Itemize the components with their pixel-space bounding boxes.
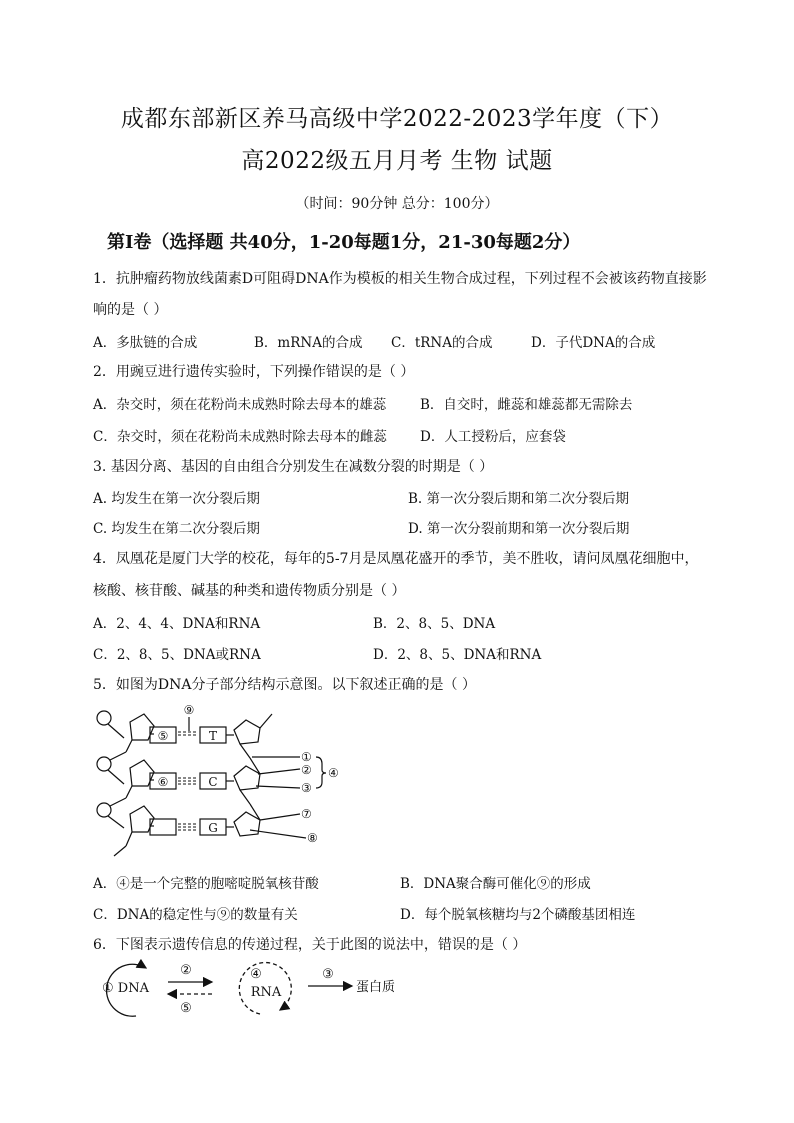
step-3-label: ③ (322, 967, 334, 982)
deoxyribose-pentagon (234, 720, 260, 744)
question-1-option-d: D．子代DNA的合成 (531, 335, 656, 351)
question-5-option-a: A．④是一个完整的胞嘧啶脱氧核苷酸 (93, 876, 319, 892)
exam-title: 成都东部新区养马高级中学2022-2023学年度（下） (120, 106, 674, 132)
base-c: C (208, 775, 218, 789)
deoxyribose-pentagon (234, 812, 260, 836)
question-4-option-d: D．2、8、5、DNA和RNA (373, 647, 542, 663)
question-5-option-d: D．每个脱氧核糖均与2个磷酸基团相连 (400, 907, 636, 923)
phosphate-circle (97, 711, 111, 725)
phosphate-circle (97, 757, 111, 771)
question-3-option-c: C. 均发生在第二次分裂后期 (93, 521, 260, 537)
phosphate-circle (97, 803, 111, 817)
question-2-option-c: C．杂交时，须在花粉尚未成熟时除去母本的雌蕊 (93, 429, 387, 445)
label-7: ⑦ (301, 807, 312, 821)
step-2-label: ② (180, 963, 192, 978)
label-4: ④ (328, 766, 339, 780)
step-4-label: ④ (250, 967, 262, 982)
question-4-stem-line2: 核酸、核苷酸、碱基的种类和遗传物质分别是（ ） (93, 583, 406, 599)
step-5-label: ⑤ (180, 1001, 192, 1016)
question-4-option-c: C．2、8、5、DNA或RNA (93, 647, 261, 663)
base-g: G (208, 821, 218, 835)
question-6-stem: 6．下图表示遗传信息的传递过程，关于此图的说法中，错误的是（ ） (93, 937, 527, 953)
protein-label: 蛋白质 (356, 980, 396, 995)
label-3: ③ (301, 781, 312, 795)
label-8: ⑧ (307, 831, 318, 845)
base-t: T (208, 729, 218, 743)
rna-label: RNA (250, 985, 282, 1000)
question-5-option-b: B．DNA聚合酶可催化⑨的形成 (400, 876, 591, 892)
label-2: ② (301, 763, 312, 777)
question-4-option-b: B．2、8、5、DNA (373, 616, 496, 632)
dna-structure-diagram (90, 700, 350, 860)
question-5-stem: 5．如图为DNA分子部分结构示意图。以下叙述正确的是（ ） (93, 677, 476, 693)
question-1-option-b: B．mRNA的合成 (254, 335, 363, 351)
label-6: ⑥ (157, 775, 169, 789)
section-heading: 第Ⅰ卷（选择题 共40分，1-20每题1分，21-30每题2分） (107, 232, 581, 253)
central-dogma-diagram (90, 958, 420, 1038)
question-1-stem-line2: 响的是（ ） (93, 302, 168, 318)
dna-label: ① DNA (102, 981, 149, 996)
question-3-option-a: A. 均发生在第一次分裂后期 (93, 491, 260, 507)
label-1: ① (301, 750, 312, 764)
question-3-stem: 3. 基因分离、基因的自由组合分别发生在减数分裂的时期是（ ） (93, 459, 494, 475)
question-2-option-b: B．自交时，雌蕊和雄蕊都无需除去 (420, 397, 633, 413)
question-1-option-c: C．tRNA的合成 (391, 335, 493, 351)
question-2-stem: 2．用豌豆进行遗传实验时，下列操作错误的是（ ） (93, 364, 415, 380)
question-2-option-d: D．人工授粉后，应套袋 (420, 429, 566, 445)
exam-subtitle: 高2022级五月月考 生物 试题 (241, 148, 553, 174)
question-5-option-c: C．DNA的稳定性与⑨的数量有关 (93, 907, 298, 923)
exam-meta: （时间：90分钟 总分：100分） (295, 196, 499, 212)
question-1-option-a: A．多肽链的合成 (93, 335, 198, 351)
question-3-option-d: D. 第一次分裂前期和第一次分裂后期 (408, 521, 630, 537)
label-9: ⑨ (183, 703, 195, 717)
label-5: ⑤ (157, 729, 169, 743)
question-4-option-a: A．2、4、4、DNA和RNA (93, 616, 261, 632)
question-2-option-a: A．杂交时，须在花粉尚未成熟时除去母本的雄蕊 (93, 397, 387, 413)
question-1-stem-line1: 1．抗肿瘤药物放线菌素D可阻碍DNA作为模板的相关生物合成过程，下列过程不会被该药物直接影 (93, 271, 707, 287)
question-4-stem-line1: 4．凤凰花是厦门大学的校花，每年的5-7月是凤凰花盛开的季节，美不胜收，请问凤凰花细胞中， (93, 551, 699, 567)
question-3-option-b: B. 第一次分裂后期和第二次分裂后期 (408, 491, 630, 507)
